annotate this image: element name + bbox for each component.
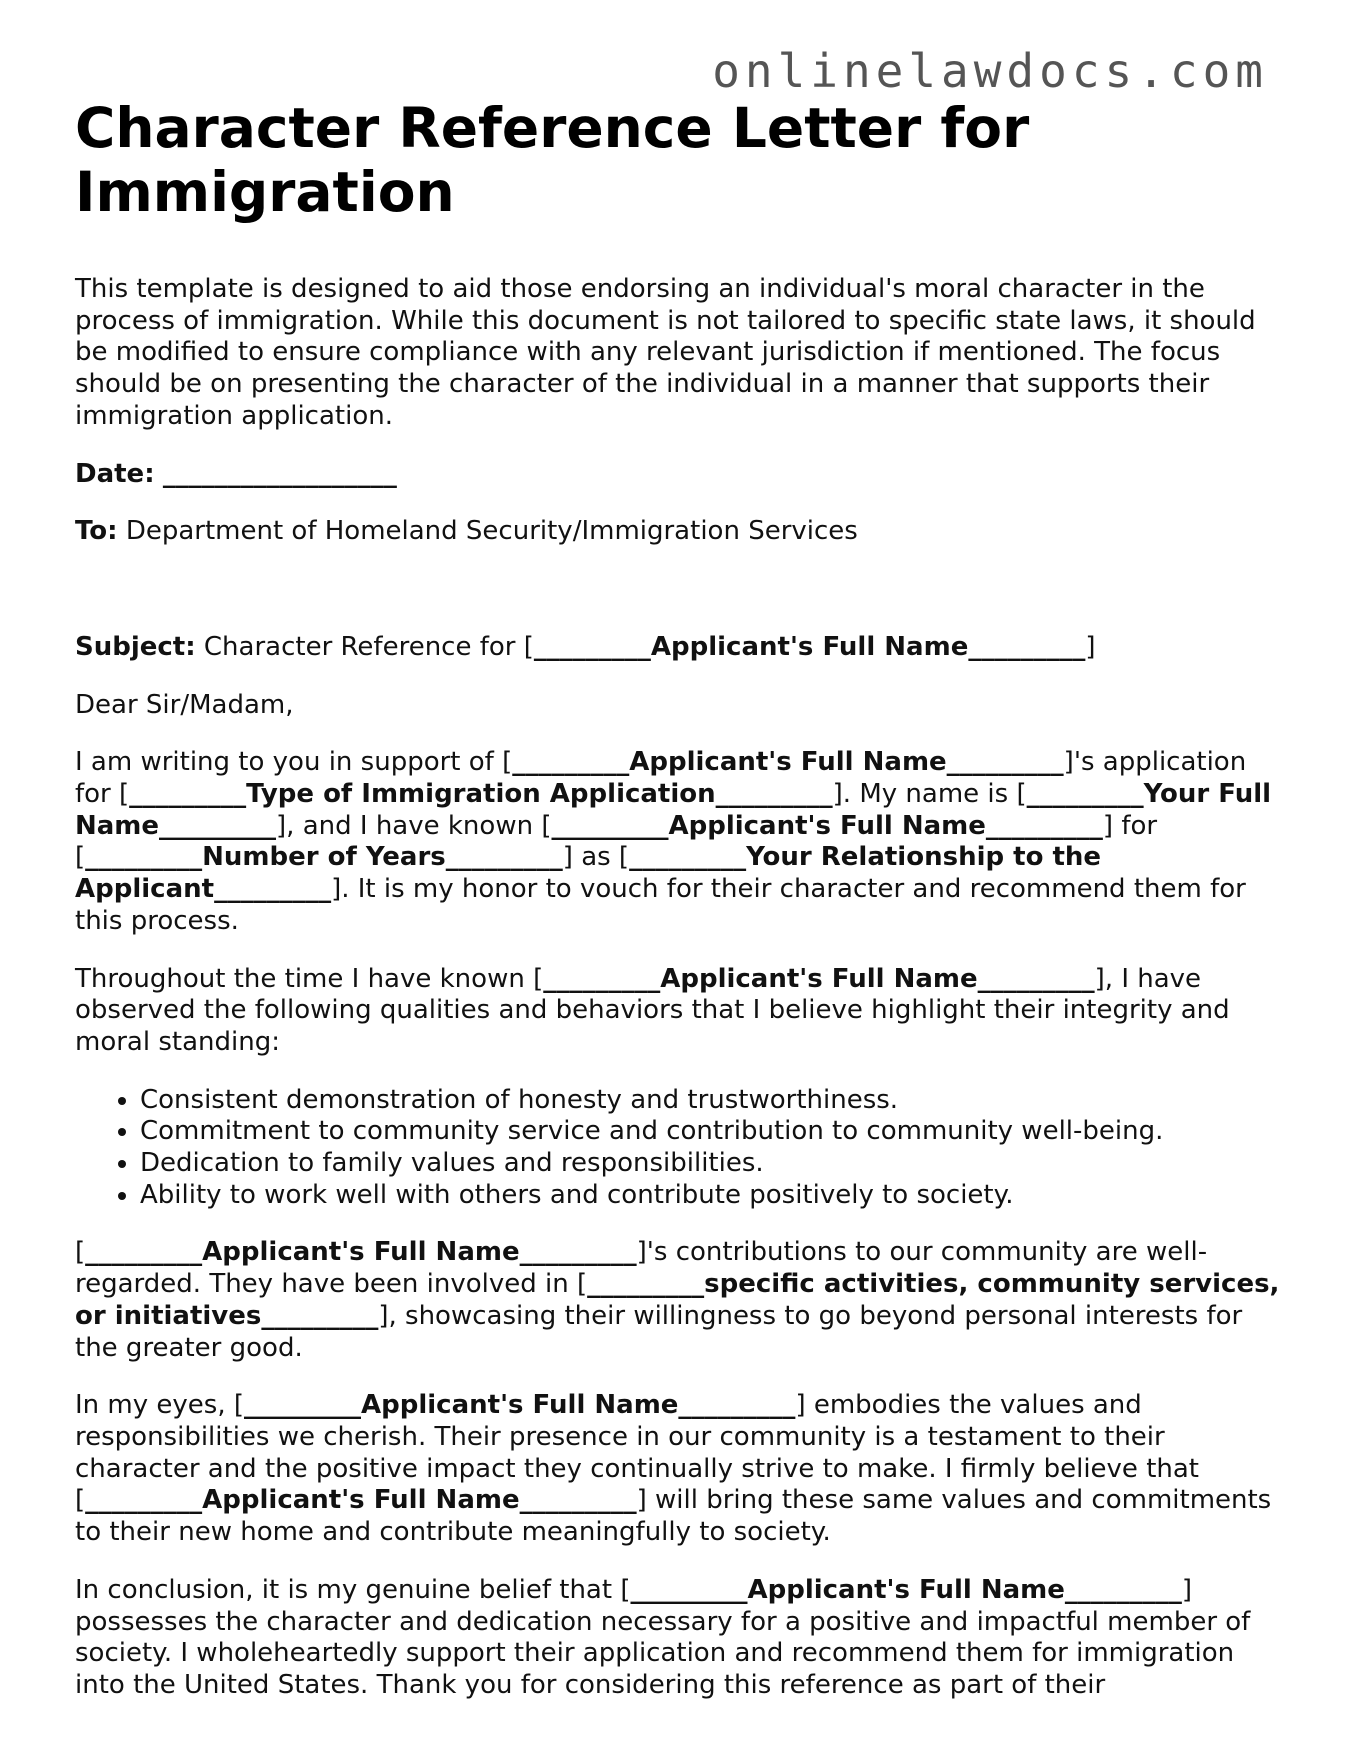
- field-activities: _________specific activities, community services, or initiatives_________: [75, 1269, 1280, 1331]
- text-run: ]. It is my honor to vouch for their character and recommend them for this process.: [75, 874, 1246, 936]
- date-label: Date:: [75, 458, 155, 489]
- text-run: I am writing to you in support of [: [75, 747, 513, 778]
- salutation: Dear Sir/Madam,: [75, 689, 294, 720]
- field-relationship: _________Your Relationship to the Applicant_________: [75, 842, 1102, 905]
- text-run: ] possesses the character and dedication necessary for a positive and impactful member of society. I wholeheartedly support their application and recommend them for immigration into the United States. Thank you for considering this reference as part of their: [75, 1574, 1251, 1700]
- text-run: In my eyes, [: [75, 1390, 244, 1421]
- subject-text: Character Reference for [: [203, 631, 534, 662]
- field-application-type: _________Type of Immigration Application_________: [129, 779, 833, 810]
- date-line: [75, 459, 1285, 491]
- field-applicant-name: _________Applicant's Full Name_________: [543, 963, 1095, 994]
- text-run: ] embodies the values and responsibilities we cherish. Their presence in our community is a testament to their character and the positive impact they continually strive to make. I firmly believe that [: [75, 1390, 1199, 1516]
- field-applicant-name: _________Applicant's Full Name_________: [630, 1574, 1182, 1605]
- field-applicant-name: _________Applicant's Full Name_________: [85, 1485, 637, 1516]
- document-title: Character Reference Letter for Immigration: [75, 96, 1030, 224]
- paragraph-conclusion: [75, 1575, 1285, 1702]
- field-applicant-name: _________Applicant's Full Name_________: [85, 1237, 637, 1268]
- to-label: To:: [75, 516, 118, 547]
- paragraph-qualities-intro: [75, 964, 1285, 1059]
- paragraph-contributions: [75, 1237, 1285, 1364]
- date-blank: __________________: [162, 458, 397, 489]
- list-item: • Consistent demonstration of honesty and trustworthiness.: [140, 1085, 1285, 1117]
- field-applicant-name: _________Applicant's Full Name_________: [512, 747, 1064, 778]
- text-run: In conclusion, it is my genuine belief that [: [75, 1574, 631, 1605]
- qualities-list: [75, 1085, 1285, 1212]
- list-item: • Commitment to community service and contribution to community well-being.: [140, 1116, 1285, 1148]
- subject-label: Subject:: [75, 631, 196, 662]
- text-run: ], I have observed the following qualities and behaviors that I believe highlight their integrity and moral standing:: [75, 963, 1230, 1057]
- subject-line: [75, 632, 1285, 664]
- paragraph-intro-support: [75, 747, 1285, 937]
- field-applicant-name: _________Applicant's Full Name_________: [551, 810, 1103, 841]
- text-run: ]'s contributions to our community are well-regarded. They have been involved in [: [75, 1237, 1208, 1300]
- field-number-of-years: _________Number of Years_________: [85, 842, 563, 873]
- text-run: ] for [: [75, 810, 1158, 873]
- subject-field: _________Applicant's Full Name_________: [533, 631, 1086, 662]
- subject-end: ]: [1085, 631, 1096, 662]
- text-run: ]'s application for [: [75, 747, 1247, 810]
- text-run: ], showcasing their willingness to go beyond personal interests for the greater good.: [75, 1300, 1243, 1363]
- text-run: ] will bring these same values and commitments to their new home and contribute meaningfully to society.: [75, 1485, 1272, 1548]
- list-item: • Ability to work well with others and contribute positively to society.: [140, 1180, 1285, 1212]
- watermark: onlinelawdocs.com: [712, 44, 1268, 98]
- text-run: ], and I have known [: [276, 810, 552, 841]
- to-value: Department of Homeland Security/Immigration Services: [125, 516, 858, 547]
- text-run: Throughout the time I have known [: [75, 963, 544, 994]
- text-run: [: [75, 1237, 86, 1268]
- document-body: [75, 96, 1285, 1728]
- text-run: ] as [: [562, 842, 630, 873]
- field-applicant-name: _________Applicant's Full Name_________: [244, 1390, 796, 1421]
- spacer: [75, 574, 1285, 632]
- to-line: [75, 516, 1285, 548]
- intro-paragraph: This template is designed to aid those endorsing an individual's moral character in the process of immigration. While this document is not tailored to specific state laws, it should be modified to ensure compliance with any relevant jurisdiction if mentioned. The focus should be on presenting the character of the individual in a manner that supports their immigration application.: [75, 274, 1256, 431]
- list-item: • Dedication to family values and responsibilities.: [140, 1148, 1285, 1180]
- text-run: ]. My name is [: [832, 779, 1027, 810]
- paragraph-values: [75, 1390, 1285, 1549]
- field-your-name: _________Your Full Name_________: [75, 779, 1272, 841]
